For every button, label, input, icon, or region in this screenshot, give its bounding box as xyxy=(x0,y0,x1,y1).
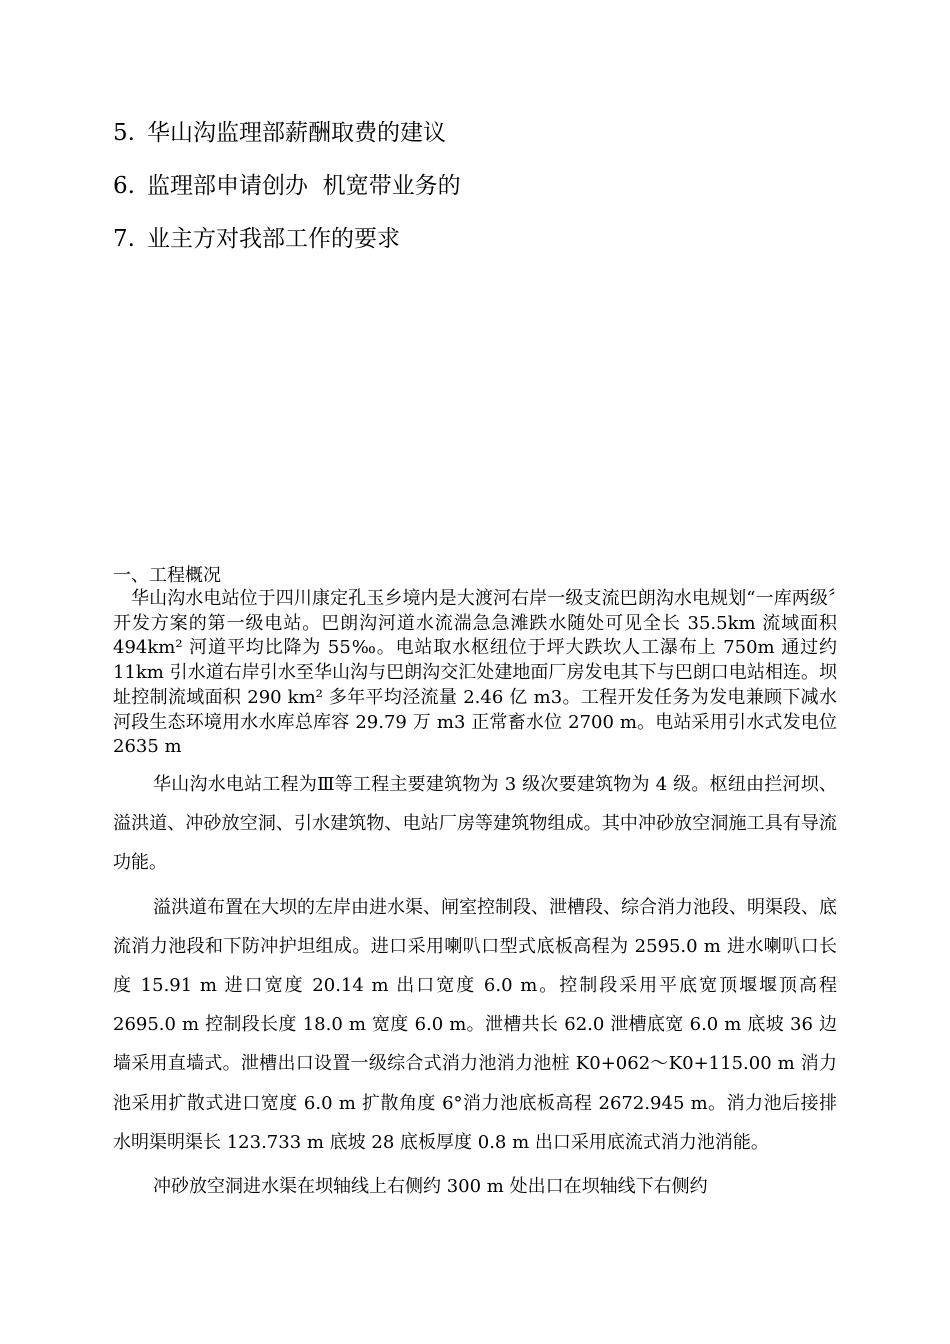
toc-item-7 xyxy=(113,226,833,252)
table-of-contents xyxy=(113,120,833,279)
body-paragraph: 冲砂放空洞进水渠在坝轴线上右侧约 300 m 处出口在坝轴线下右侧约 xyxy=(153,1175,708,1197)
section-heading: 一、工程概况 xyxy=(113,565,221,586)
toc-item-5 xyxy=(113,120,833,146)
toc-item-number: 7. xyxy=(113,226,135,252)
project-overview-section xyxy=(113,565,837,1206)
toc-item-number: 6. xyxy=(113,173,135,199)
toc-item-number: 5. xyxy=(113,120,135,146)
toc-item-6 xyxy=(113,173,833,199)
body-paragraph: 华山沟水电站工程为Ⅲ等工程主要建筑物为 3 级次要建筑物为 4 级。枢纽由拦河坝、溢洪道、冲砂放空洞、引水建筑物、电站厂房等建筑物组成。其中冲砂放空洞施工具有导流功能。 xyxy=(113,773,837,874)
toc-item-text: 业主方对我部工作的要求 xyxy=(147,226,400,252)
toc-item-text: 华山沟监理部薪酬取费的建议 xyxy=(147,120,446,146)
toc-item-text: 监理部申请创办 机宽带业务的 xyxy=(147,173,461,199)
overview-paragraph: 华山沟水电站位于四川康定孔玉乡境内是大渡河右岸一级支流巴朗沟水电规划“一库两级〞开发方案的第一级电站。巴朗沟河道水流湍急急滩跌水随处可见全长 35.5km 流域面积 494km² 河道平均比降为 55‰。电站取水枢纽位于坪大跌坎人工瀑布上 750m 通过约 11km 引水道右岸引水至华山沟与巴朗沟交汇处建地面厂房发电其下与巴朗口电站相连。坝址控制流域面积 290 km² 多年平均泾流量 2.46 亿 m3。工程开发任务为发电兼顾下减水河段生态环境用水水库总库容 29.79 万 m3 正常畜水位 2700 m。电站采用引水式发电位 2635 m xyxy=(113,588,837,758)
body-paragraph: 溢洪道布置在大坝的左岸由进水渠、闸室控制段、泄槽段、综合消力池段、明渠段、底流消力池段和下防冲护坦组成。进口采用喇叭口型式底板高程为 2595.0 m 进水喇叭口长度 15.91 m 进口宽度 20.14 m 出口宽度 6.0 m。控制段采用平底宽顶堰堰顶高程 2695.0 m 控制段长度 18.0 m 宽度 6.0 m。泄槽共长 62.0 泄槽底宽 6.0 m 底坡 36 边墙采用直墙式。泄槽出口设置一级综合式消力池消力池桩 K0+062～K0+115.00 m 消力池采用扩散式进口宽度 6.0 m 扩散角度 6°消力池底板高程 2672.945 m。消力池后接排水明渠明渠长 123.733 m 底坡 28 底板厚度 0.8 m 出口采用底流式消力池消能。 xyxy=(113,896,837,1153)
